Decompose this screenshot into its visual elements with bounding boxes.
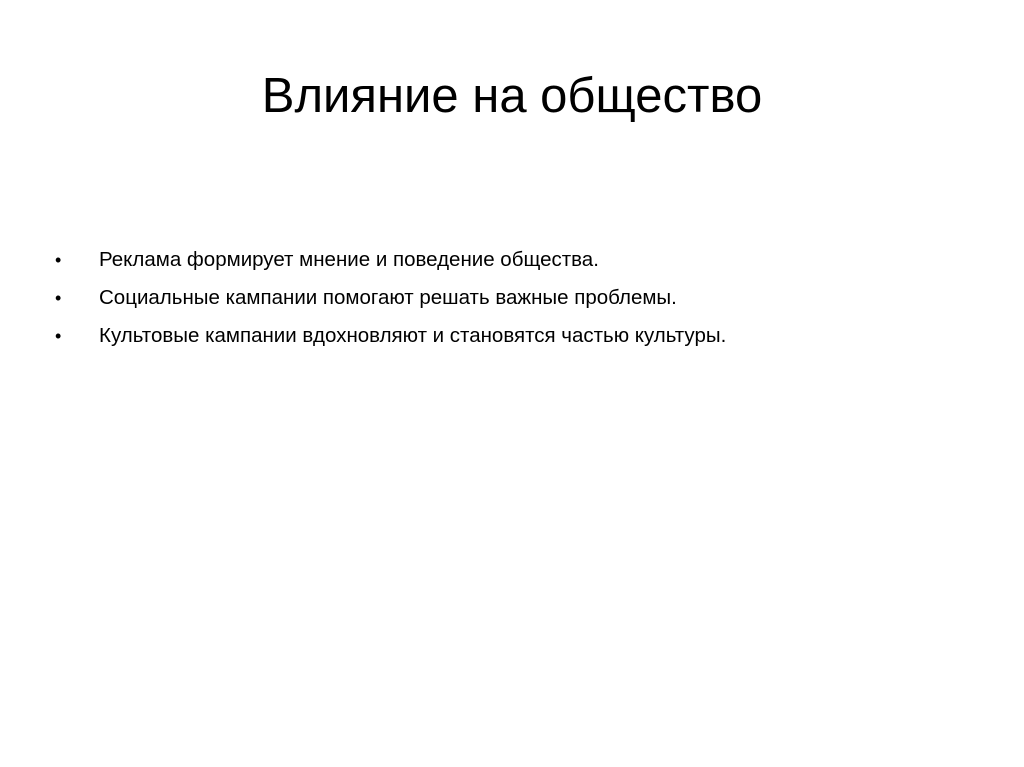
bullet-text: Реклама формирует мнение и поведение общества. [99,248,599,271]
slide-title: Влияние на общество [261,69,763,123]
bullet-text: Культовые кампании вдохновляют и становятся частью культуры. [99,324,727,347]
bullet-item [55,279,975,317]
bullet-marker: • [55,288,62,308]
bullet-text: Социальные кампании помогают решать важные проблемы. [99,286,677,309]
bullet-marker: • [55,250,62,270]
bullet-list [55,241,975,355]
bullet-marker: • [55,326,62,346]
bullet-item [55,317,975,355]
bullet-item [55,241,975,279]
